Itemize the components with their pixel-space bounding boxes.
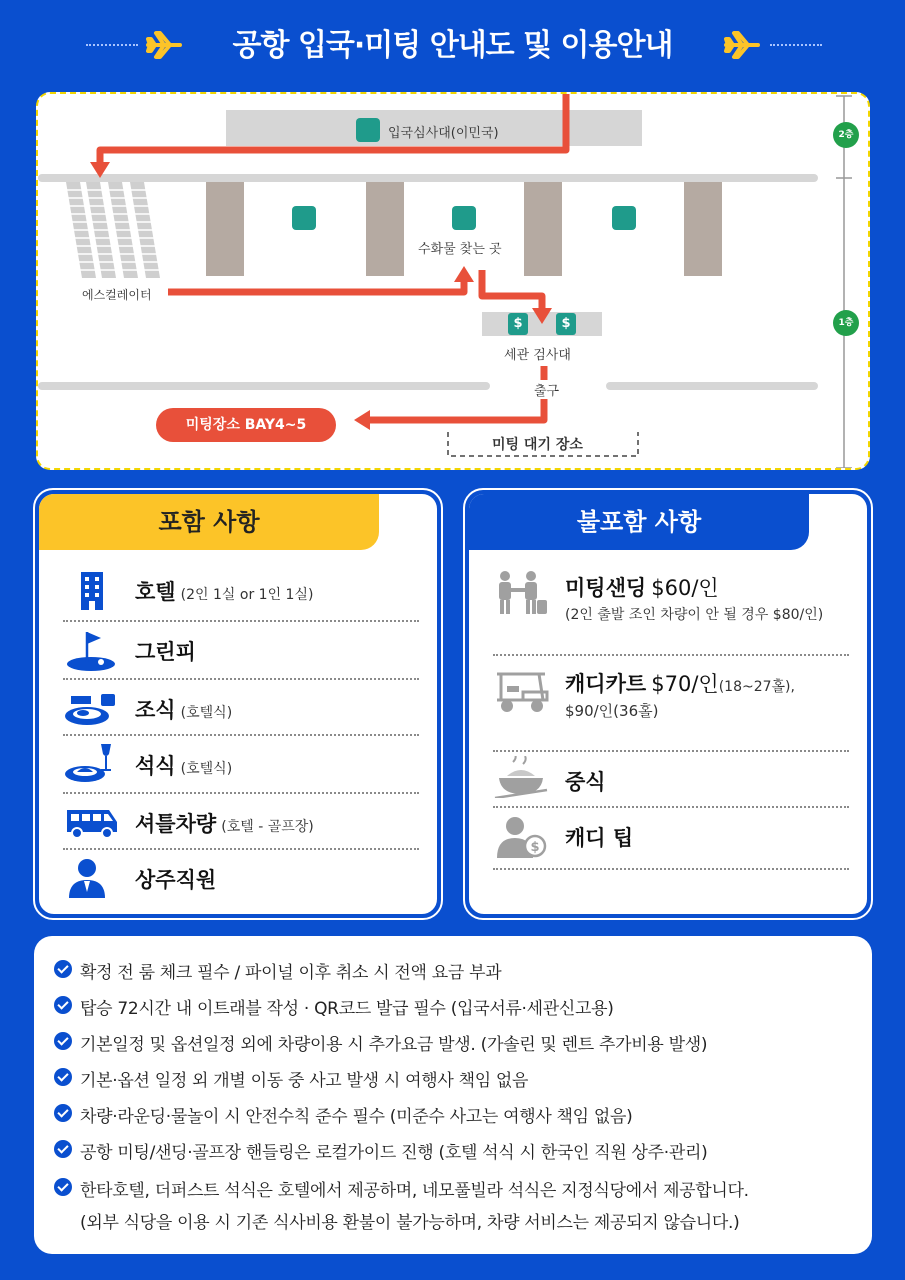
note-item: 공항 미팅/샌딩·골프장 핸들링은 로컬가이드 진행 (호텔 석식 시 한국인 직원 상주·관리) — [80, 1138, 708, 1163]
item-note: (2인 1실 or 1인 1실) — [180, 587, 314, 603]
item-name: 석식 — [135, 754, 176, 778]
customs-dollar-icon: $ — [556, 313, 576, 335]
item-name: 상주직원 — [135, 868, 217, 892]
note-item: 기본일정 및 옵션일정 외에 차량이용 시 추가요금 발생. (가솔린 및 렌트 추가비용 발생) — [80, 1030, 707, 1055]
item-name: 호텔 — [135, 580, 176, 604]
golf-flag-icon — [63, 630, 119, 672]
golf-cart-icon — [493, 670, 549, 714]
floor-1-badge: 1층 — [833, 310, 859, 336]
item-price: $60/인 — [651, 576, 719, 600]
page-title: 공항 입국·미팅 안내도 및 이용안내 — [232, 28, 673, 63]
exit-label: 출구 — [530, 380, 563, 399]
customs-label: 세관 검사대 — [504, 348, 571, 363]
list-item — [63, 736, 419, 794]
hotel-icon — [63, 570, 119, 612]
note-item: 탑승 72시간 내 이트래블 작성 · QR코드 발급 필수 (입국서류·세관신고용) — [80, 994, 614, 1019]
luggage-icon — [292, 206, 316, 230]
check-icon — [54, 960, 72, 978]
waiting-area-label: 미팅 대기 장소 — [492, 437, 583, 453]
dinner-icon — [63, 742, 119, 784]
check-icon — [54, 1104, 72, 1122]
list-item — [63, 794, 419, 850]
list-item — [493, 656, 849, 752]
check-icon — [54, 1032, 72, 1050]
caddie-tip-icon — [493, 816, 549, 858]
excluded-title: 불포함 사항 — [469, 494, 809, 550]
item-name: 미팅샌딩 — [565, 576, 647, 600]
baggage-claim-label: 수화물 찾는 곳 — [418, 242, 502, 257]
note-item-continued: (외부 식당을 이용 시 기존 식사비용 환불이 불가능하며, 차량 서비스는 제공되지 않습니다.) — [80, 1213, 740, 1233]
floor-2-badge: 2층 — [833, 122, 859, 148]
check-icon — [54, 1178, 72, 1196]
check-icon — [54, 1068, 72, 1086]
immigration-label: 입국심사대(이민국) — [388, 126, 499, 141]
excluded-card — [466, 491, 870, 917]
list-item — [493, 564, 849, 656]
list-item — [63, 622, 419, 680]
customs-dollar-icon: $ — [508, 313, 528, 335]
item-name: 캐디 팁 — [565, 826, 634, 850]
note-item: 차량·라운딩·물놀이 시 안전수칙 준수 필수 (미준수 사고는 여행사 책임 없음) — [80, 1102, 632, 1127]
included-card — [36, 491, 440, 917]
list-item — [63, 680, 419, 736]
note-item: 기본·옵션 일정 외 개별 이동 중 사고 발생 시 여행사 책임 없음 — [80, 1066, 528, 1091]
item-price: $70/인 — [651, 672, 719, 696]
item-name: 셔틀차량 — [135, 812, 217, 836]
item-name: 조식 — [135, 698, 176, 722]
escalator-label: 에스컬레이터 — [82, 288, 152, 302]
airport-map — [36, 92, 870, 470]
item-name: 캐디카트 — [565, 672, 647, 696]
immigration-stamp-icon — [356, 118, 380, 142]
note-item: 한타호텔, 더퍼스트 석식은 호텔에서 제공하며, 네모풀빌라 석식은 지정식당에서 제공합니다. — [80, 1176, 749, 1201]
svg-text:$: $ — [530, 840, 540, 855]
item-note: (2인 출발 조인 차량이 안 될 경우 $80/인) — [565, 607, 824, 623]
meeting-spot-badge: 미팅장소 BAY4~5 — [156, 408, 336, 442]
list-item — [63, 564, 419, 622]
notes-panel — [34, 936, 872, 1254]
item-note: (호텔식) — [180, 761, 233, 777]
item-note-inline: (18~27홀), — [718, 679, 795, 695]
lunch-icon — [493, 756, 549, 798]
note-item: 확정 전 룸 체크 필수 / 파이널 이후 취소 시 전액 요금 부과 — [80, 958, 501, 983]
list-item — [63, 850, 419, 906]
list-item — [493, 808, 849, 870]
luggage-icon — [452, 206, 476, 230]
breakfast-icon — [63, 686, 119, 728]
included-title: 포함 사항 — [39, 494, 379, 550]
check-icon — [54, 996, 72, 1014]
item-name: 중식 — [565, 770, 606, 794]
shuttle-bus-icon — [63, 800, 119, 842]
check-icon — [54, 1140, 72, 1158]
item-name: 그린피 — [135, 640, 196, 664]
item-note: (호텔식) — [180, 705, 233, 721]
item-note: $90/인(36홀) — [565, 702, 659, 720]
item-note: (호텔 - 골프장) — [221, 819, 314, 835]
header-dots-right — [770, 44, 822, 46]
staff-icon — [63, 856, 119, 898]
luggage-icon — [612, 206, 636, 230]
meeting-sending-icon — [493, 570, 549, 616]
airplane-icon — [724, 30, 760, 60]
list-item — [493, 752, 849, 808]
